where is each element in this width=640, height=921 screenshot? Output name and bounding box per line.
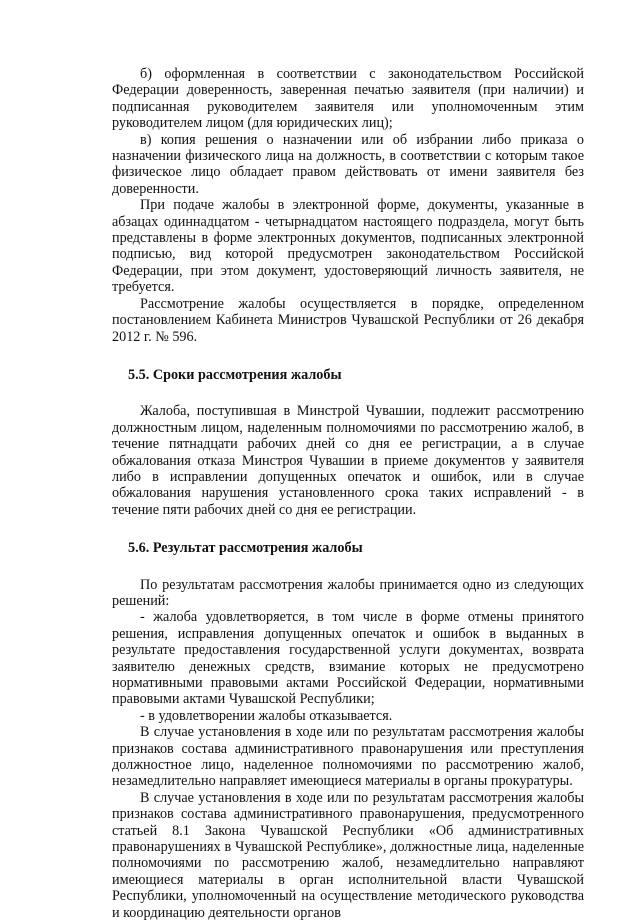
paragraph-administrative-referral: В случае установления в ходе или по результатам рассмотрения жалобы признаков состава административного правонарушения, предусмотренного статьей 8.1 Закона Чувашской Республики «Об административных правонарушениях в Чувашской Республике», должностные лица, наделенные полномочиями по рассмотрению жалоб, незамедлительно направляют имеющиеся материалы в орган исполнительной власти Чувашской Республики, уполномоченный на осуществление методического руководства и координацию деятельности органов bbox=[112, 789, 584, 921]
paragraph-electronic-submission: При подаче жалобы в электронной форме, документы, указанные в абзацах одиннадцатом - четырнадцатом настоящего подраздела, могут быть представлены в форме электронных документов, подписанных электронной подписью, вид которой предусмотрен законодательством Российской Федерации, при этом документ, удостоверяющий личность заявителя, не требуется. bbox=[112, 197, 584, 296]
paragraph-complaint-satisfied: - жалоба удовлетворяется, в том числе в форме отмены принятого решения, исправления допущенных опечаток и ошибок в выданных в результате предоставления государственной услуги документах, возврата заявителю денежных средств, взимание которых не предусмотрено нормативными правовыми актами Российской Федерации, нормативными правовыми актами Чувашской Республики; bbox=[112, 609, 584, 708]
section-heading-5-5: 5.5. Сроки рассмотрения жалобы bbox=[128, 366, 342, 383]
paragraph-review-terms: Жалоба, поступившая в Минстрой Чувашии, подлежит рассмотрению должностным лицом, наделенным полномочиями по рассмотрению жалоб, в течение пятнадцати рабочих дней со дня ее регистрации, а в случае обжалования отказа Минстроя Чувашии в приеме документов у заявителя либо в исправлении допущенных опечаток и ошибок, или в случае обжалования нарушения установленного срока таких исправлений - в течение пяти рабочих дней со дня ее регистрации. bbox=[112, 403, 584, 518]
paragraph-decision-intro: По результатам рассмотрения жалобы принимается одно из следующих решений: bbox=[112, 576, 584, 609]
paragraph-b: б) оформленная в соответствии с законодательством Российской Федерации доверенность, заверенная печатью заявителя (при наличии) и подписанная руководителем заявителя или уполномоченным этим руководителем лицом (для юридических лиц); bbox=[112, 66, 584, 132]
paragraph-prosecution-referral: В случае установления в ходе или по результатам рассмотрения жалобы признаков состава административного правонарушения или преступления должностное лицо, наделенное полномочиями по рассмотрению жалоб, незамедлительно направляет имеющиеся материалы в органы прокуратуры. bbox=[112, 724, 584, 790]
paragraph-review-procedure: Рассмотрение жалобы осуществляется в порядке, определенном постановлением Кабинета Министров Чувашской Республики от 26 декабря 2012 г. № 596. bbox=[112, 295, 584, 345]
paragraph-v: в) копия решения о назначении или об избрании либо приказа о назначении физического лица на должность, в соответствии с которым такое физическое лицо обладает правом действовать от имени заявителя без доверенности. bbox=[112, 131, 584, 197]
section-heading-5-6: 5.6. Результат рассмотрения жалобы bbox=[128, 540, 363, 557]
paragraph-complaint-rejected: - в удовлетворении жалобы отказывается. bbox=[140, 707, 393, 724]
